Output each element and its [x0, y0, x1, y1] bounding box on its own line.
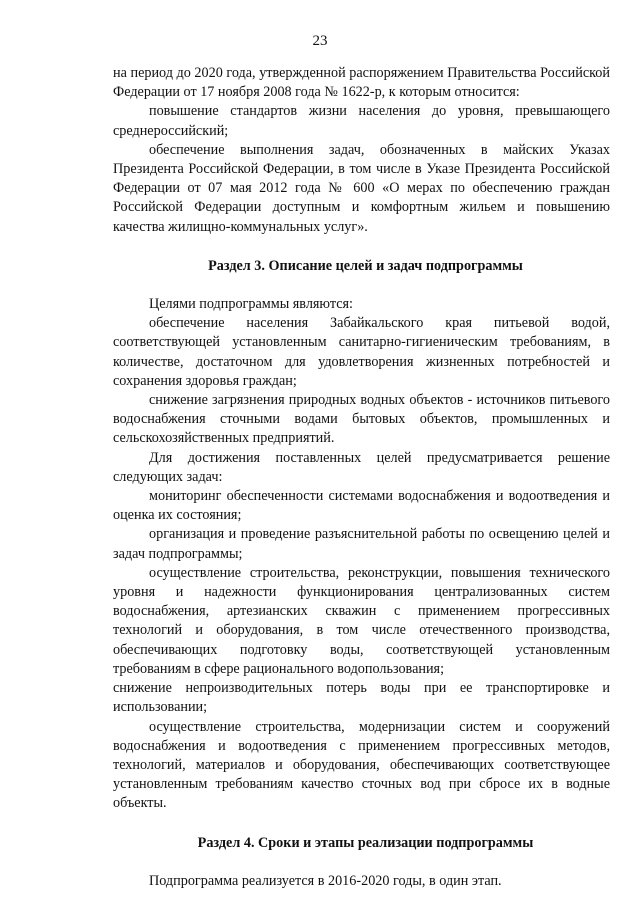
- paragraph: осуществление строительства, модернизации систем и сооружений водоснабжения и водоотведения с применением прогрессивных методов, технологий, материалов и оборудования, обеспечивающих соответствующее установленным требованиям качество сточных вод при сбросе их в водные объекты.: [113, 718, 610, 812]
- page-number: 23: [312, 33, 328, 49]
- paragraph: обеспечение выполнения задач, обозначенных в майских Указах Президента Российской Федерации, в том числе в Указе Президента Российской Федерации от 07 мая 2012 года № 600 «О мерах по обеспечению граждан Российской Федерации доступным и комфортным жильем и повышению качества жилищно-коммунальных услуг».: [113, 141, 610, 235]
- paragraph: снижение непроизводительных потерь воды при ее транспортировке и использовании;: [113, 680, 610, 716]
- paragraph: осуществление строительства, реконструкции, повышения технического уровня и надежности функционирования централизованных систем водоснабжения, артезианских скважин с применением прогрессивных технологий и оборудования, в том числе отечественного производства, обеспечивающих подготовку воды, соответствующей установленным требованиям в сфере рационального водопользования;: [113, 564, 610, 677]
- paragraph: на период до 2020 года, утвержденной распоряжением Правительства Российской Федерации от 17 ноября 2008 года № 1622-р, к которым относится:: [113, 65, 610, 101]
- paragraph: организация и проведение разъяснительной работы по освещению целей и задач подпрограммы;: [113, 526, 610, 562]
- paragraph: Подпрограмма реализуется в 2016-2020 годы, в один этап.: [149, 872, 502, 889]
- paragraph: повышение стандартов жизни населения до уровня, превышающего среднероссийский;: [113, 103, 610, 139]
- section-3-heading: Раздел 3. Описание целей и задач подпрограммы: [208, 257, 523, 274]
- paragraph: снижение загрязнения природных водных объектов - источников питьевого водоснабжения сточными водами бытовых объектов, промышленных и сельскохозяйственных предприятий.: [113, 392, 610, 447]
- paragraph: мониторинг обеспеченности системами водоснабжения и водоотведения и оценка их состояния;: [113, 488, 610, 524]
- paragraph: обеспечение населения Забайкальского края питьевой водой, соответствующей установленным санитарно-гигиеническим требованиям, в количестве, достаточном для удовлетворения жизненных потребностей и сохранения здоровья граждан;: [113, 315, 610, 389]
- paragraph: Целями подпрограммы являются:: [149, 296, 353, 313]
- page-content: [113, 64, 610, 891]
- section-4-heading: Раздел 4. Сроки и этапы реализации подпрограммы: [197, 834, 534, 851]
- paragraph: Для достижения поставленных целей предусматривается решение следующих задач:: [113, 449, 610, 485]
